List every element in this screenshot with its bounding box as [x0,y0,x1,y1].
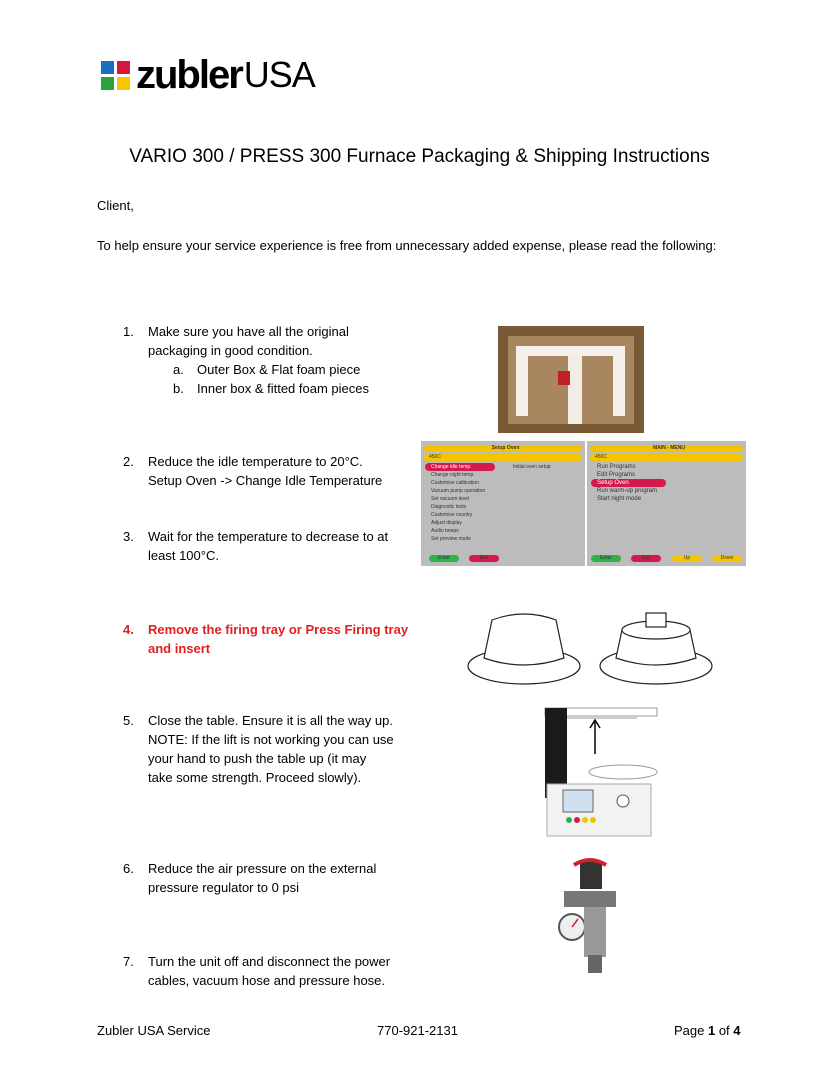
step-text: Close the table. Ensure it is all the way up. [148,713,393,728]
setup-menu-item: Set vacuum level [431,496,470,502]
step-text: packaging in good condition. [148,343,313,358]
setup-menu-item: Change night temp. [431,472,475,478]
esc-button: Esc [631,555,661,562]
firing-tray-drawings [466,608,714,688]
step-text: Setup Oven -> Change Idle Temperature [148,473,383,488]
step-text: Reduce the idle temperature to 20°C. [148,454,363,469]
logo-suffix: USA [243,54,315,95]
step-number: 4. [123,622,134,637]
esc-button: Esc [469,555,499,562]
setup-menu-item: Customise country [431,512,473,518]
main-menu-item: Start night mode [597,496,642,502]
furnace-drawing [543,706,659,838]
step-text: Make sure you have all the original [148,324,349,339]
pressure-regulator-photo [556,855,620,977]
setup-menu-item: Vacuum pump operation [431,488,486,494]
screen-side-text: Initial oven setup [513,464,551,470]
zubler-logo [101,55,315,95]
screen-temp: 450C [590,454,743,461]
main-menu-item: Edit Programs [597,472,636,478]
step-number: 2. [123,454,134,469]
step-number: 5. [123,713,134,728]
setup-menu-item: Audio beeps [431,528,459,534]
step-text: Wait for the temperature to decrease to at [148,529,389,544]
step-number: 7. [123,954,134,969]
step-text: your hand to push the table up (it may [148,751,367,766]
setup-oven-screen [421,441,585,566]
setup-menu-item: Adjust display [431,520,462,526]
step-text: Turn the unit off and disconnect the power [148,954,391,969]
setup-menu-item: Diagnostic tests [431,504,467,510]
setup-menu-item: Customise calibration [431,480,479,486]
packaging-photo [498,326,644,433]
setup-menu-item: Set preview mode [431,536,472,542]
footer-phone: 770-921-2131 [377,1023,458,1038]
footer-company: Zubler USA Service [97,1023,211,1038]
main-menu-screen [587,441,746,566]
step-number: 6. [123,861,134,876]
main-menu-item: Setup Oven [591,479,666,487]
logo-squares-icon [101,61,130,90]
main-menu-item: Run warm-up program [597,488,658,494]
down-button: Down [712,555,742,562]
enter-button: Enter [591,555,621,562]
step-number: 3. [123,529,134,544]
screen-title: Setup Oven [424,445,582,452]
screen-temp: 450C [424,454,582,461]
screen-title: MAIN - MENU [590,445,743,452]
step-text: NOTE: If the lift is not working you can use [148,732,394,747]
step-text: pressure regulator to 0 psi [148,880,300,895]
step-number: 1. [123,324,134,339]
step-text: and insert [148,641,211,656]
step-text: Reduce the air pressure on the external [148,861,377,876]
greeting: Client, [97,198,134,213]
step-text: take some strength. Proceed slowly). [148,770,362,785]
enter-button: Enter [429,555,459,562]
step-text: least 100°C. [148,548,219,563]
step-text: Remove the firing tray or Press Firing tray [148,622,409,637]
setup-menu-item: Change idle temp. [425,463,495,471]
step-subitem: b. Inner box & fitted foam pieces [173,381,369,396]
page-title: VARIO 300 / PRESS 300 Furnace Packaging & Shipping Instructions [129,146,710,167]
step-text: cables, vacuum hose and pressure hose. [148,973,386,988]
intro-paragraph: To help ensure your service experience is free from unnecessary added expense, please read the following: [97,238,717,253]
step-subitem: a. Outer Box & Flat foam piece [173,362,361,377]
footer-page-number: Page 1 of 4 [674,1023,741,1038]
up-button: Up [672,555,702,562]
main-menu-item: Run Programs [597,464,636,470]
logo-brand: zubler [136,53,242,97]
